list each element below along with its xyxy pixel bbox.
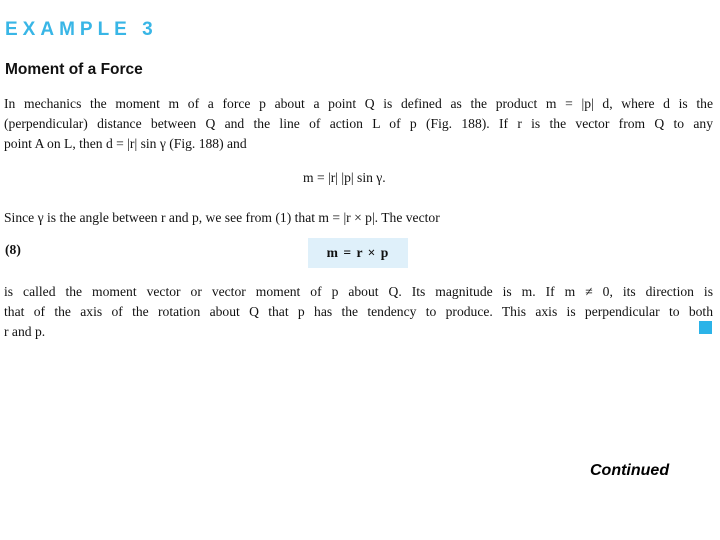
paragraph-line: In mechanics the moment m of a force p about a point Q is defined as the product m = |p| d, where d is the — [4, 96, 713, 111]
paragraph-definition — [4, 94, 713, 154]
moment-magnitude-equation: m = |r| |p| sin γ. — [303, 170, 386, 185]
paragraph-line: that of the axis of the rotation about Q that p has the tendency to produce. This axis is perpendicular to both — [4, 304, 713, 319]
paragraph-line: (perpendicular) distance between Q and the line of action L of p (Fig. 188). If r is the vector from Q to any — [4, 116, 713, 131]
equation-number: (8) — [5, 242, 21, 257]
paragraph-line: is called the moment vector or vector moment of p about Q. Its magnitude is m. If m ≠ 0, its direction is — [4, 284, 713, 299]
continued-label: Continued — [590, 462, 670, 479]
paragraph-moment-vector — [4, 282, 713, 342]
paragraph-line: Since γ is the angle between r and p, we see from (1) that m = |r × p|. The vector — [4, 210, 440, 225]
section-title: Moment of a Force — [5, 61, 143, 78]
paragraph-cross-product — [4, 208, 713, 228]
paragraph-line: point A on L, then d = |r| sin γ (Fig. 188) and — [4, 136, 247, 151]
moment-vector-equation: m = r × p — [326, 245, 390, 260]
moment-vector-equation-box — [308, 238, 408, 268]
end-of-example-marker-icon — [699, 321, 712, 334]
example-label: EXAMPLE 3 — [5, 19, 158, 40]
paragraph-line: r and p. — [4, 324, 46, 339]
